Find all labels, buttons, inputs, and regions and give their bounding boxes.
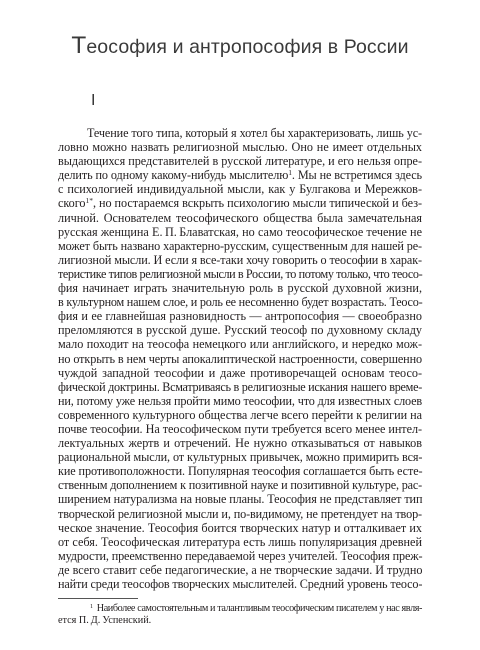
body-line: фия и ее главнейшая разновидность — антропософия — своеобразно <box>58 309 422 324</box>
body-line: ственным дополнением к позитивной науке и позитивной культуре, рас- <box>58 478 422 493</box>
chapter-title: Теософия и антропософия в России <box>71 32 409 59</box>
body-line-text: , но постараемся вскрыть психологию мысли типической и без- <box>92 196 423 211</box>
body-line: теристике типов религиозной мысли в России, то потому только, что теосо- <box>58 266 423 281</box>
body-line-text: делить по одному какому-нибудь мыслителю <box>58 168 289 183</box>
body-line: в культурном нашем слое, и роль ее несомненно будет возрастать. Теосо- <box>58 295 423 310</box>
body-line: чуждой западной теософии и даже противоречащей основам теосо- <box>58 365 422 380</box>
body-line: преломляются в русской душе. Русский теософ по духовному складу <box>58 323 422 338</box>
body-line: от себя. Теософическая литература есть лишь популяризация древней <box>58 534 422 549</box>
footnote-reference: 1 <box>288 168 292 178</box>
body-line: мало походит на теософа немецкого или английского, и нередко мож- <box>58 337 422 352</box>
body-line: фия начинает играть значительную роль в русской духовной жизни, <box>58 281 422 296</box>
body-line: с психологией индивидуальной мысли, как у Булгакова и Мережков- <box>58 182 422 197</box>
body-line: лектуальных жертв и отречений. Не нужно отказываться от навыков <box>58 436 422 451</box>
section-number: I <box>91 92 96 109</box>
body-line: ческое значение. Теософия боится творческих натур и отталкивает их <box>58 520 422 535</box>
body-line: мудрости, преемственно передаваемой через учителей. Теософия преж- <box>58 548 423 563</box>
body-line: современного культурного общества легче всего перейти к религии на <box>58 407 422 422</box>
body-line: русская женщина Е. П. Блаватская, но само теософическое течение не <box>58 224 422 239</box>
footnote-line: ется П. Д. Успенский. <box>58 615 152 627</box>
body-line: ни, потому уже нельзя пройти мимо теософии, что для известных слоев <box>58 393 422 408</box>
body-line <box>58 196 422 210</box>
body-line: ширением натурализма на новые планы. Теософия не представляет тип <box>58 492 423 507</box>
footnote-line <box>58 603 422 615</box>
footnote-rule <box>58 598 138 599</box>
body-line: лигиозной мысли. И если я все-таки хочу говорить о теософии в харак- <box>58 252 422 267</box>
body-line: Течение того типа, который я хотел бы характеризовать, лишь ус- <box>87 126 422 140</box>
body-line: творческой религиозной мысли и, по-видимому, не претендует на твор- <box>58 506 422 521</box>
body-line-text: ского <box>58 196 86 211</box>
body-paragraph <box>58 126 422 591</box>
body-line: может быть названо характерно-русским, существенным для нашей ре- <box>58 238 422 253</box>
body-line: личной. Основателем теософического общества была замечательная <box>58 210 422 225</box>
body-line: ловно можно назвать религиозной мыслью. Оно не имеет отдельных <box>58 140 422 155</box>
footnote-reference: 1* <box>85 196 93 206</box>
body-line: кие противоположности. Популярная теософия соглашается быть есте- <box>58 464 423 479</box>
body-line: почве теософии. На теософическом пути требуется всего менее интел- <box>58 421 422 436</box>
body-line: де всего ставит себе педагогические, а не творческие задачи. И трудно <box>58 562 423 577</box>
body-line: фической доктрины. Всматриваясь в религиозные искания нашего време- <box>58 379 422 394</box>
footnote-marker: 1 <box>90 602 93 610</box>
body-line-text: . Мы не встретимся здесь <box>291 168 423 183</box>
body-line: но открыть в нем черты апокалиптической настроенности, совершенно <box>58 351 422 366</box>
body-line: выдающихся представителей в русской литературе, и его нельзя опре- <box>58 154 422 169</box>
body-line: найти среди теософов творческих мыслителей. Средний уровень теосо- <box>58 577 423 591</box>
footnote-text: Наиболее самостоятельным и талантливым теософическим писателем у нас явля- <box>96 603 422 614</box>
body-line: рациональной мысли, от культурных привычек, можно примирить вся- <box>58 450 423 465</box>
footnote <box>58 603 422 628</box>
body-line <box>58 168 422 182</box>
